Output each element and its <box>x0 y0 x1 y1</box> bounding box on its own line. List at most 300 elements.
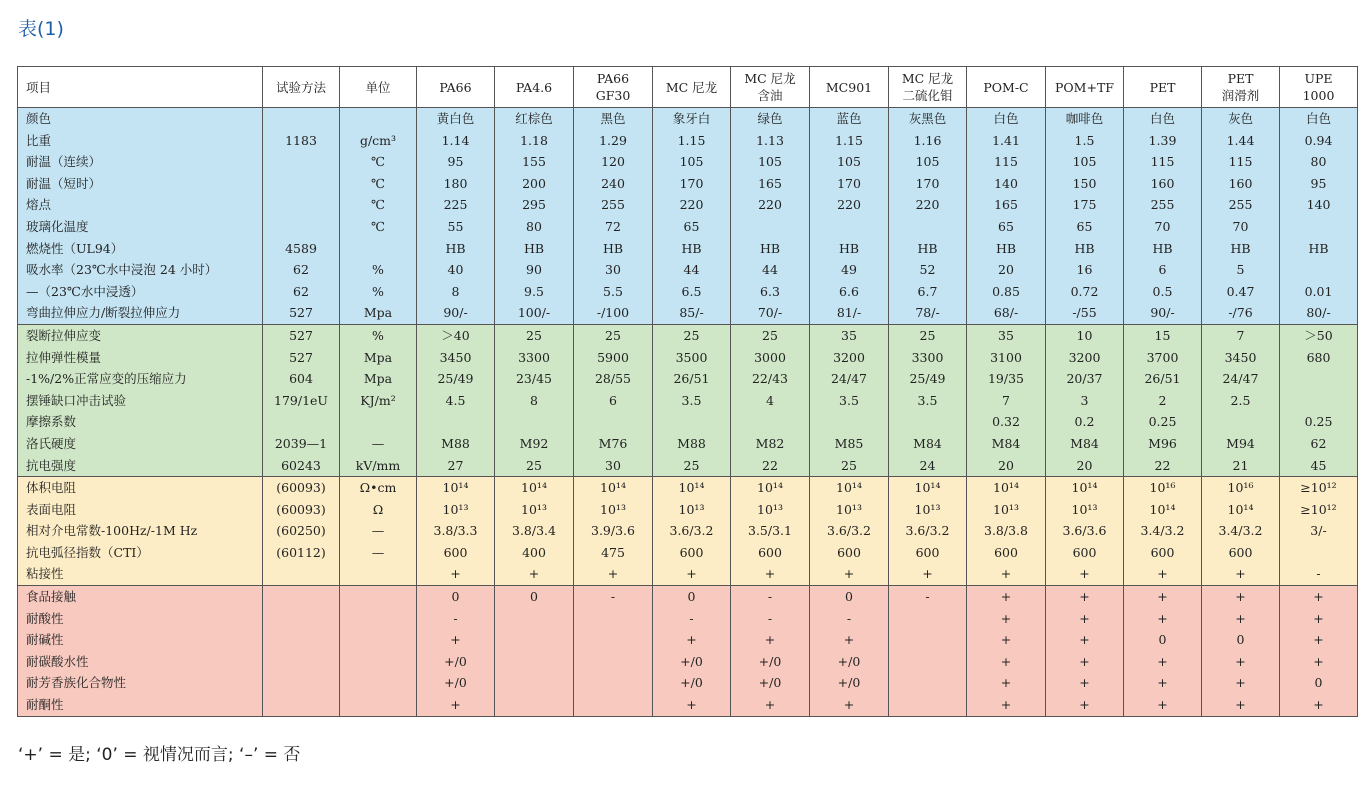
table-cell: — <box>340 542 417 564</box>
table-cell: 600 <box>889 542 967 564</box>
table-cell <box>495 651 574 673</box>
column-header: PA66 <box>417 67 495 108</box>
table-cell: + <box>1046 608 1124 630</box>
table-cell: M96 <box>1124 433 1202 455</box>
row-label: 弯曲拉伸应力/断裂拉伸应力 <box>18 302 263 324</box>
table-cell: 90/- <box>1124 302 1202 324</box>
table-row <box>18 194 1358 216</box>
table-cell: 10¹⁴ <box>810 477 889 499</box>
table-cell: 81/- <box>810 302 889 324</box>
table-cell: +/0 <box>417 651 495 673</box>
table-cell: 30 <box>574 455 653 477</box>
table-cell: 10¹⁴ <box>653 477 731 499</box>
table-cell: 0.85 <box>967 281 1046 303</box>
table-cell <box>263 586 340 608</box>
table-cell: 10¹⁴ <box>1046 477 1124 499</box>
table-cell: 25 <box>653 324 731 346</box>
table-cell: + <box>574 563 653 585</box>
table-body <box>18 108 1358 717</box>
table-cell: 1.15 <box>810 130 889 152</box>
table-cell: 24 <box>889 455 967 477</box>
table-cell: 105 <box>731 151 810 173</box>
table-row <box>18 238 1358 260</box>
table-cell: 25 <box>495 455 574 477</box>
row-label: 颜色 <box>18 108 263 130</box>
table-cell: HB <box>574 238 653 260</box>
table-cell: + <box>653 694 731 716</box>
table-cell: 170 <box>889 173 967 195</box>
table-cell: 3200 <box>810 347 889 369</box>
table-cell: 10¹⁴ <box>574 477 653 499</box>
table-cell: HB <box>1124 238 1202 260</box>
table-cell: M94 <box>1202 433 1280 455</box>
table-cell: 90 <box>495 259 574 281</box>
table-cell: 55 <box>417 216 495 238</box>
table-cell: 象牙白 <box>653 108 731 130</box>
column-header: MC 尼龙 <box>653 67 731 108</box>
table-cell: 3.6/3.2 <box>810 520 889 542</box>
table-cell: HB <box>1046 238 1124 260</box>
table-cell: 8 <box>417 281 495 303</box>
table-cell: 6 <box>1124 259 1202 281</box>
table-cell: 3450 <box>417 347 495 369</box>
table-cell: 10¹⁴ <box>731 477 810 499</box>
table-cell: 62 <box>1280 433 1358 455</box>
table-cell <box>574 651 653 673</box>
table-cell: 5 <box>1202 259 1280 281</box>
column-header: UPE 1000 <box>1280 67 1358 108</box>
table-row <box>18 499 1358 521</box>
table-cell: Mpa <box>340 347 417 369</box>
table-cell: 0 <box>653 586 731 608</box>
table-cell: 22 <box>1124 455 1202 477</box>
table-row <box>18 302 1358 324</box>
table-cell: ≥10¹² <box>1280 499 1358 521</box>
table-cell: 7 <box>967 390 1046 412</box>
table-cell <box>417 411 495 433</box>
table-cell: 20/37 <box>1046 368 1124 390</box>
table-cell: 0 <box>417 586 495 608</box>
table-cell: M88 <box>417 433 495 455</box>
table-cell: 15 <box>1124 324 1202 346</box>
table-cell: 25 <box>889 324 967 346</box>
table-cell <box>340 629 417 651</box>
table-cell <box>263 216 340 238</box>
table-cell: 10¹³ <box>967 499 1046 521</box>
table-cell: 6.6 <box>810 281 889 303</box>
table-cell <box>495 629 574 651</box>
table-row <box>18 347 1358 369</box>
column-header: MC901 <box>810 67 889 108</box>
table-cell: + <box>1202 651 1280 673</box>
table-cell: M84 <box>889 433 967 455</box>
table-cell <box>340 411 417 433</box>
table-row <box>18 411 1358 433</box>
table-cell: + <box>1280 694 1358 716</box>
table-cell: 475 <box>574 542 653 564</box>
table-cell: 105 <box>810 151 889 173</box>
table-cell: 3.6/3.2 <box>653 520 731 542</box>
table-cell <box>889 608 967 630</box>
table-cell: 10¹³ <box>889 499 967 521</box>
column-header: MC 尼龙 二硫化钼 <box>889 67 967 108</box>
row-label: 裂断拉伸应变 <box>18 324 263 346</box>
table-cell: 0.5 <box>1124 281 1202 303</box>
table-cell: 2.5 <box>1202 390 1280 412</box>
table-cell: (60093) <box>263 499 340 521</box>
table-cell: 3.8/3.4 <box>495 520 574 542</box>
table-cell: 25 <box>653 455 731 477</box>
table-cell: 150 <box>1046 173 1124 195</box>
table-cell: - <box>810 608 889 630</box>
table-cell <box>889 216 967 238</box>
table-cell: 10 <box>1046 324 1124 346</box>
table-cell: ℃ <box>340 151 417 173</box>
table-cell: 165 <box>731 173 810 195</box>
table-cell: + <box>653 629 731 651</box>
table-row <box>18 368 1358 390</box>
table-cell: 105 <box>653 151 731 173</box>
row-label: 耐酸性 <box>18 608 263 630</box>
table-cell: 40 <box>417 259 495 281</box>
table-cell: 10¹³ <box>574 499 653 521</box>
table-cell: 0.94 <box>1280 130 1358 152</box>
table-cell: Ω <box>340 499 417 521</box>
column-header: MC 尼龙 含油 <box>731 67 810 108</box>
row-label: 耐温（连续） <box>18 151 263 173</box>
table-cell: + <box>731 563 810 585</box>
table-cell <box>810 216 889 238</box>
table-row <box>18 455 1358 477</box>
table-cell: 240 <box>574 173 653 195</box>
table-cell: kV/mm <box>340 455 417 477</box>
table-cell: 100/- <box>495 302 574 324</box>
table-cell: 24/47 <box>810 368 889 390</box>
legend-note: ‘+’ = 是; ‘0’ = 视情况而言; ‘–’ = 否 <box>18 745 301 765</box>
column-header: 试验方法 <box>263 67 340 108</box>
table-cell: — <box>340 520 417 542</box>
table-cell: 44 <box>653 259 731 281</box>
table-cell: 3.6/3.2 <box>889 520 967 542</box>
table-cell: - <box>731 608 810 630</box>
table-cell <box>731 411 810 433</box>
row-label: 燃烧性（UL94） <box>18 238 263 260</box>
table-cell: ＞40 <box>417 324 495 346</box>
table-cell: 115 <box>1202 151 1280 173</box>
table-cell: + <box>967 672 1046 694</box>
table-cell: 3300 <box>495 347 574 369</box>
table-cell: 604 <box>263 368 340 390</box>
table-cell: 3 <box>1046 390 1124 412</box>
table-cell: 10¹³ <box>731 499 810 521</box>
table-cell: 白色 <box>967 108 1046 130</box>
table-cell: 6 <box>574 390 653 412</box>
table-cell: 4 <box>731 390 810 412</box>
table-cell: 78/- <box>889 302 967 324</box>
row-label: 耐温（短时） <box>18 173 263 195</box>
table-cell: 9.5 <box>495 281 574 303</box>
table-cell: 1.44 <box>1202 130 1280 152</box>
table-cell: +/0 <box>653 672 731 694</box>
table-cell: 25 <box>810 455 889 477</box>
column-header: 单位 <box>340 67 417 108</box>
table-cell: 0.25 <box>1124 411 1202 433</box>
page-title: 表(1) <box>18 18 64 40</box>
table-cell <box>340 238 417 260</box>
table-cell: 255 <box>1202 194 1280 216</box>
table-cell: 灰黑色 <box>889 108 967 130</box>
table-cell: 65 <box>967 216 1046 238</box>
table-cell: +/0 <box>653 651 731 673</box>
table-cell: - <box>889 586 967 608</box>
table-cell: 1.41 <box>967 130 1046 152</box>
table-cell: 62 <box>263 259 340 281</box>
table-cell <box>340 608 417 630</box>
table-cell <box>889 672 967 694</box>
table-row <box>18 433 1358 455</box>
table-cell: 95 <box>1280 173 1358 195</box>
table-cell: 21 <box>1202 455 1280 477</box>
table-cell: HB <box>1280 238 1358 260</box>
table-cell: 220 <box>653 194 731 216</box>
table-cell: M85 <box>810 433 889 455</box>
row-label: -1%/2%正常应变的压缩应力 <box>18 368 263 390</box>
table-cell: 225 <box>417 194 495 216</box>
table-cell: M92 <box>495 433 574 455</box>
table-cell: + <box>1046 563 1124 585</box>
table-cell: 6.5 <box>653 281 731 303</box>
table-cell: + <box>1202 672 1280 694</box>
table-cell: 160 <box>1202 173 1280 195</box>
table-cell: 红棕色 <box>495 108 574 130</box>
table-cell: 0.32 <box>967 411 1046 433</box>
table-cell: 527 <box>263 324 340 346</box>
table-cell: + <box>1046 586 1124 608</box>
table-cell: 0.2 <box>1046 411 1124 433</box>
table-cell: 10¹³ <box>810 499 889 521</box>
table-cell: 3000 <box>731 347 810 369</box>
table-cell: +/0 <box>731 651 810 673</box>
table-row <box>18 563 1358 585</box>
table-cell: M82 <box>731 433 810 455</box>
table-cell: 10¹⁴ <box>1202 499 1280 521</box>
table-cell <box>263 173 340 195</box>
table-cell: 527 <box>263 302 340 324</box>
table-cell: 680 <box>1280 347 1358 369</box>
table-row <box>18 281 1358 303</box>
row-label: 耐酮性 <box>18 694 263 716</box>
table-cell: 0.25 <box>1280 411 1358 433</box>
table-cell: + <box>1280 629 1358 651</box>
table-cell: + <box>1046 694 1124 716</box>
table-cell: + <box>967 563 1046 585</box>
row-label: 抗电弧径指数（CTI） <box>18 542 263 564</box>
table-cell: 3.6/3.6 <box>1046 520 1124 542</box>
table-cell: 3300 <box>889 347 967 369</box>
row-label: 表面电阻 <box>18 499 263 521</box>
table-row <box>18 608 1358 630</box>
table-cell: 19/35 <box>967 368 1046 390</box>
table-cell: 28/55 <box>574 368 653 390</box>
table-row <box>18 216 1358 238</box>
table-cell: 140 <box>967 173 1046 195</box>
table-cell: 160 <box>1124 173 1202 195</box>
table-cell: + <box>417 563 495 585</box>
table-cell: 3.5/3.1 <box>731 520 810 542</box>
table-cell: + <box>967 586 1046 608</box>
table-cell: + <box>1124 672 1202 694</box>
table-cell: 0 <box>810 586 889 608</box>
table-cell: 0 <box>1280 672 1358 694</box>
table-cell <box>263 411 340 433</box>
table-cell: 45 <box>1280 455 1358 477</box>
table-cell: 105 <box>889 151 967 173</box>
table-header <box>18 67 1358 108</box>
table-cell: 20 <box>967 259 1046 281</box>
table-cell <box>889 694 967 716</box>
table-cell: - <box>417 608 495 630</box>
table-cell: + <box>1046 672 1124 694</box>
table-cell: + <box>731 629 810 651</box>
table-cell <box>1280 542 1358 564</box>
table-cell: 27 <box>417 455 495 477</box>
table-cell: 400 <box>495 542 574 564</box>
table-cell: 25/49 <box>889 368 967 390</box>
table-cell: 20 <box>1046 455 1124 477</box>
table-cell: 25 <box>574 324 653 346</box>
table-cell: 7 <box>1202 324 1280 346</box>
table-cell: (60250) <box>263 520 340 542</box>
table-cell: 62 <box>263 281 340 303</box>
table-cell: % <box>340 281 417 303</box>
table-cell: 16 <box>1046 259 1124 281</box>
table-cell: 140 <box>1280 194 1358 216</box>
table-cell: % <box>340 259 417 281</box>
table-row <box>18 390 1358 412</box>
table-cell: 1.15 <box>653 130 731 152</box>
table-cell: M76 <box>574 433 653 455</box>
table-cell: 80/- <box>1280 302 1358 324</box>
table-cell: 5900 <box>574 347 653 369</box>
table-cell: HB <box>731 238 810 260</box>
table-cell: 72 <box>574 216 653 238</box>
table-row <box>18 586 1358 608</box>
table-cell: 115 <box>1124 151 1202 173</box>
table-cell: 0 <box>1202 629 1280 651</box>
column-header: PET 润滑剂 <box>1202 67 1280 108</box>
row-label: —（23℃水中浸透） <box>18 281 263 303</box>
table-cell <box>263 151 340 173</box>
table-cell: + <box>1046 629 1124 651</box>
row-label: 耐芳香族化合物性 <box>18 672 263 694</box>
column-header: POM-C <box>967 67 1046 108</box>
table-cell: (60112) <box>263 542 340 564</box>
table-cell: 6.7 <box>889 281 967 303</box>
table-cell: 80 <box>495 216 574 238</box>
table-row <box>18 477 1358 499</box>
table-cell: 200 <box>495 173 574 195</box>
column-header: PA4.6 <box>495 67 574 108</box>
column-header: POM+TF <box>1046 67 1124 108</box>
row-label: 耐碳酸水性 <box>18 651 263 673</box>
table-cell <box>1280 259 1358 281</box>
table-cell: 1.16 <box>889 130 967 152</box>
table-row <box>18 542 1358 564</box>
table-cell: 1183 <box>263 130 340 152</box>
table-row <box>18 324 1358 346</box>
table-cell: 220 <box>810 194 889 216</box>
table-cell: 25 <box>731 324 810 346</box>
table-row <box>18 629 1358 651</box>
table-cell: 120 <box>574 151 653 173</box>
table-cell: 600 <box>1202 542 1280 564</box>
table-cell <box>731 216 810 238</box>
table-cell: 1.39 <box>1124 130 1202 152</box>
table-cell: 8 <box>495 390 574 412</box>
table-cell: 10¹³ <box>495 499 574 521</box>
properties-table <box>17 66 1358 717</box>
table-cell: - <box>731 586 810 608</box>
table-cell: g/cm³ <box>340 130 417 152</box>
table-cell: HB <box>417 238 495 260</box>
table-cell: 25 <box>495 324 574 346</box>
table-cell: + <box>1124 694 1202 716</box>
table-cell: 255 <box>574 194 653 216</box>
table-row <box>18 130 1358 152</box>
table-cell: 咖啡色 <box>1046 108 1124 130</box>
table-cell: + <box>1202 608 1280 630</box>
table-cell: 70/- <box>731 302 810 324</box>
table-cell: + <box>417 629 495 651</box>
table-cell: + <box>417 694 495 716</box>
table-cell: + <box>1124 586 1202 608</box>
header-row <box>18 67 1358 108</box>
column-header: PET <box>1124 67 1202 108</box>
table-cell: 10¹⁴ <box>967 477 1046 499</box>
table-cell: 165 <box>967 194 1046 216</box>
table-cell: 白色 <box>1124 108 1202 130</box>
column-header: 项目 <box>18 67 263 108</box>
table-cell: 35 <box>810 324 889 346</box>
table-cell <box>495 694 574 716</box>
table-cell: + <box>967 629 1046 651</box>
table-cell: 5.5 <box>574 281 653 303</box>
table-cell <box>495 411 574 433</box>
table-cell: - <box>653 608 731 630</box>
table-cell <box>340 586 417 608</box>
table-cell: ℃ <box>340 216 417 238</box>
table-cell: 170 <box>653 173 731 195</box>
table-cell: + <box>653 563 731 585</box>
table-cell: 黑色 <box>574 108 653 130</box>
row-label: 摆锤缺口冲击试验 <box>18 390 263 412</box>
table-cell <box>1202 411 1280 433</box>
table-cell: 22/43 <box>731 368 810 390</box>
table-cell: -/55 <box>1046 302 1124 324</box>
table-cell: 3.5 <box>889 390 967 412</box>
table-cell: + <box>967 608 1046 630</box>
table-cell: Ω•cm <box>340 477 417 499</box>
table-cell <box>263 563 340 585</box>
table-row <box>18 672 1358 694</box>
table-cell: 10¹³ <box>653 499 731 521</box>
table-row <box>18 151 1358 173</box>
table-cell: 65 <box>1046 216 1124 238</box>
table-cell <box>263 108 340 130</box>
table-cell <box>263 194 340 216</box>
table-cell: 600 <box>1046 542 1124 564</box>
table-cell: 1.5 <box>1046 130 1124 152</box>
